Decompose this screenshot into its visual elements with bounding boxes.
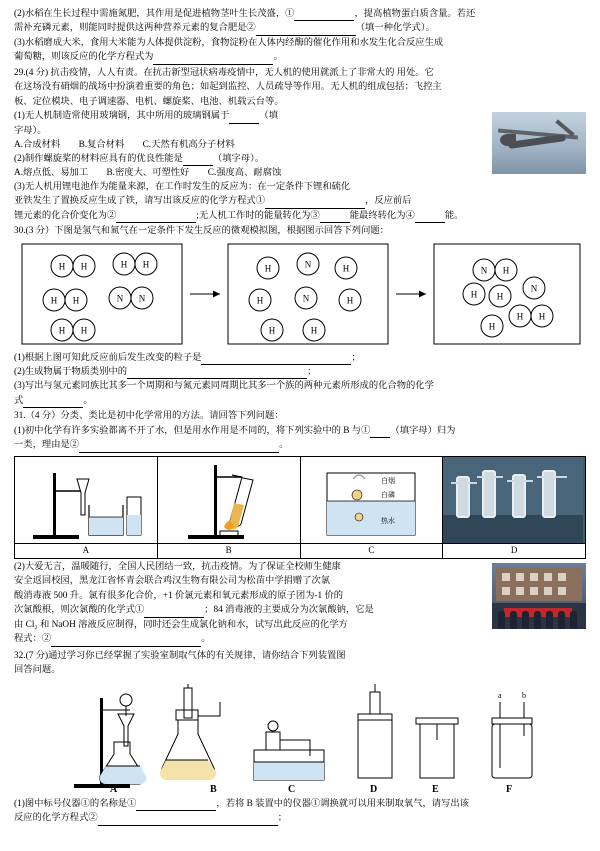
q31-l1b-text: （填字母）归为 [390,425,456,436]
svg-text:H: H [502,265,510,275]
question-29-block [14,67,586,223]
q29-l6-text: (2)制作螺旋桨的材料应具有的优良性能是 [14,153,183,164]
q31-p2-t4-text: 次氯酸根，则次氯酸的化学式① [14,605,145,616]
apparatus-b-diagram [158,457,298,543]
option-b[interactable]: B.密度大、可塑性好 [106,168,190,179]
answer-blank[interactable] [144,609,204,617]
tube-label-b: b [522,690,526,700]
answer-blank[interactable] [79,444,279,452]
svg-text:H: H [496,291,504,301]
q31-p2-t6 [14,633,586,646]
q32-apparatus-diagram [14,680,586,798]
answer-blank[interactable] [116,215,196,223]
q29-l9b-text: ;无人机工作时的能量转化为③ [196,210,320,221]
question-32-block [14,650,586,826]
q29-l8-text: 亚铁发生了置换反应生成了铁，请写出该反应的化学方程式① [14,196,266,207]
donation-photo [492,563,586,629]
q29-l2: 在这场没有硝烟的战场中扮演着重要的角色；如起到监控、人员疏导等作用。无人机的组成包括：飞控主 [14,82,442,93]
q28-line5b-text: 。 [273,52,283,63]
q29-l9c-text: 能最终转化为④ [349,210,415,221]
q29-l8b-text: ，反应前后 [365,196,412,207]
q32-l1-text: (1)图中标号仪器①的名称是① [14,798,137,809]
answer-blank[interactable] [51,638,201,646]
answer-blank[interactable] [183,158,213,166]
q30-s4 [14,395,586,408]
svg-text:N: N [138,293,146,303]
svg-text:H: H [256,295,264,305]
q32-l1 [14,798,586,811]
q29-l9-text: 锂元素的化合价变化为② [14,210,117,221]
q32-label-f: F [506,784,513,796]
answer-blank[interactable] [153,57,273,65]
answer-blank[interactable] [320,215,350,223]
q29-l4-text: (1)无人机制造常使用玻璃钢，其中所用的玻璃钢属于 [14,111,230,122]
answer-blank[interactable] [23,400,83,408]
q32-label-d: D [370,784,378,796]
answer-blank[interactable] [294,13,354,21]
q32-label-e: E [432,784,439,796]
option-c[interactable]: C.天然有机高分子材料 [142,140,235,151]
q31-p2-t3: 酸消毒液 500 升。氯有很多化合价，+1 价氯元素和氧元素形成的原子团为-1 价的 [14,590,344,601]
molecule-reaction-diagram [14,242,586,350]
q31-p2-t1: (2)大爱无言，温暖随行，全国人民团结一致，抗击疫情。为了保证全校师生健康 [14,561,341,572]
option-a[interactable]: A.熔点低、易加工 [14,168,89,179]
label-hot-water: 热水 [380,516,395,525]
answer-blank[interactable] [98,817,278,825]
q32-l2b-text: ； [277,813,287,824]
q31-l2-text: 一类，理由是② [14,440,80,451]
svg-text:H: H [80,325,88,335]
q30-s1b-text: ； [351,352,361,363]
svg-text:N: N [302,293,310,303]
label-white-smoke: 白烟 [380,476,395,485]
q30-s1 [14,352,586,365]
answer-blank[interactable] [415,215,445,223]
svg-text:H: H [120,259,128,269]
q28-line5-text: 葡萄糖，则该反应的化学方程式为 [14,52,154,63]
svg-text:H: H [488,321,496,331]
svg-text:H: H [72,295,80,305]
svg-text:H: H [58,325,66,335]
q31-part2 [14,561,586,647]
q31-l2 [14,439,586,452]
svg-text:H: H [310,325,318,335]
tube-label-a: a [498,690,502,700]
q29-l7: (3)无人机用锂电池作为能量来源，在工作时发生的反应为：在一定条件下锂和硫化 [14,181,351,192]
svg-text:H: H [50,295,58,305]
q30-diagram [14,242,586,350]
question-31-block [14,410,586,646]
answer-blank[interactable] [136,803,216,811]
svg-text:H: H [342,263,350,273]
q30-s1-text: (1)根据上图可知此反应前后发生改变的粒子是 [14,352,202,363]
q30-s2b-text: ； [307,366,317,377]
svg-text:H: H [470,289,478,299]
q28-line2-text: (2)水稻在生长过程中需施氮肥，其作用是促进植物茎叶生长茂盛，① [14,9,295,19]
svg-text:N: N [304,259,312,269]
q29-l4b-text: （填 [259,111,278,122]
q32-apparatus-row [14,680,586,798]
q31-head: 31.（4 分）分类、类比是初中化学常用的方法。请回答下列问题： [14,411,284,422]
q28-line4: (3)水稻磨成大米，食用大米能为人体提供淀粉，食物淀粉在人体内经酶的催化作用和水发生化合反应生成 [14,37,444,48]
q29-head: 29.(4 分) 抗击疫情，人人有责。在抗击新型冠状病毒疫情中，无人机的使用就派上了非常大的 用处。它 [14,67,434,78]
q32-head: 32.(7 分)通过学习你已经掌握了实验室制取气体的有关规律，请你结合下列装置图 [14,650,346,661]
svg-text:H: H [142,259,150,269]
svg-text:H: H [58,261,66,271]
answer-blank[interactable] [127,371,307,379]
question-28-block [14,8,586,65]
q28-line5 [14,51,586,64]
svg-text:H: H [538,311,546,321]
apparatus-c-diagram [301,457,441,543]
q29-l5: 字母）。 [14,125,47,136]
svg-text:H: H [268,325,276,335]
q32-label-a: A [110,784,118,796]
q32-label-b: B [210,784,217,796]
q29-l6b-text: （填字母）。 [212,153,265,164]
apparatus-label-b: B [157,543,300,558]
q31-p2-t6-text: 程式：② [14,634,52,645]
option-c[interactable]: C.强度高、耐腐蚀 [207,168,282,179]
apparatus-label-a: A [15,543,158,558]
answer-blank[interactable] [256,28,356,36]
q31-p2-t4b-text: ；84 消毒液的主要成分为次氯酸钠，它是 [204,605,374,616]
apparatus-cell-b [157,456,300,543]
q32-label-c: C [288,784,296,796]
q30-s4b-text: 。 [83,395,93,406]
q32-l1b-text: ，若将 B 装置中的仪器①调换就可以用来制取氧气，请写出该 [216,798,469,809]
answer-blank[interactable] [201,357,351,365]
q29-l9d-text: 能。 [444,210,464,221]
answer-blank[interactable] [370,430,390,438]
apparatus-d-photo [443,457,583,543]
q32-l2 [14,812,586,825]
q30-s2-text: (2)生成物属于物质类别中的 [14,366,128,377]
q29-l3: 板、定位模块、电子调速器、电机、螺旋桨、电池、机载云台等。 [14,96,284,107]
label-phosphorus: 白磷 [380,490,395,499]
apparatus-label-d: D [443,543,586,558]
q28-line2 [14,8,586,21]
apparatus-cell-a [15,456,158,543]
q31-p2-t5: 由 Cl₂ 和 NaOH 溶液反应制得，同时还会生成氯化钠和水，试写出此反应的化学方 [14,619,348,630]
apparatus-cell-d [443,456,586,543]
q30-s4-text: 式 [14,395,24,406]
q28-line2b-text: ，提高植物蛋白质含量。若还 [354,9,476,19]
q30-s3: (3)写出与氢元素同族比其多一个周期和与氮元素同周期比其多一个族的两种元素所形成的化合物的化学 [14,381,434,392]
q31-l1 [14,425,586,438]
q29-l8 [14,195,586,208]
svg-text:H: H [80,261,88,271]
apparatus-cell-c [300,456,443,543]
q31-p2-t2: 安全返回校园，黑龙江省怀青会联合鸡汉生物有限公司为松苗中学捐赠了次氯 [14,576,331,587]
option-a[interactable]: A.合成材料 [14,140,61,151]
q29-l9 [14,210,586,223]
q30-s2 [14,366,586,379]
q28-line3b-text: （填一种化学式）。 [355,23,435,34]
svg-text:N: N [116,293,124,303]
question-30-block [14,225,586,408]
drone-photo [492,112,586,174]
answer-blank[interactable] [265,200,365,208]
q28-line3 [14,22,586,35]
q31-l1-text: (1)初中化学有许多实验都离不开了水，但是用水作用是不同的，将下列实验中的 B 与① [14,425,371,436]
q32-l2-text: 反应的化学方程式② [14,813,98,824]
q28-line3-text: 需补充磷元素，则能同时提供这两种营养元素的复合肥是② [14,23,256,34]
q31-p2-t6b-text: 。 [201,634,211,645]
svg-text:N: N [530,283,538,293]
q31-apparatus-table [14,456,586,559]
q31-l2b-text: 。 [279,440,289,451]
answer-blank[interactable] [229,115,259,123]
svg-text:N: N [480,265,488,275]
q32-head2: 回答问题。 [14,665,61,676]
svg-text:H: H [346,295,354,305]
svg-text:H: H [516,311,524,321]
apparatus-a-diagram [15,457,155,543]
svg-text:H: H [264,263,272,273]
q30-head: 30.(3 分）下图是氢气和氮气在一定条件下发生反应的微观模拟图，根据图示回答下列问题： [14,226,389,237]
apparatus-label-c: C [300,543,443,558]
option-b[interactable]: B.复合材料 [78,140,125,151]
